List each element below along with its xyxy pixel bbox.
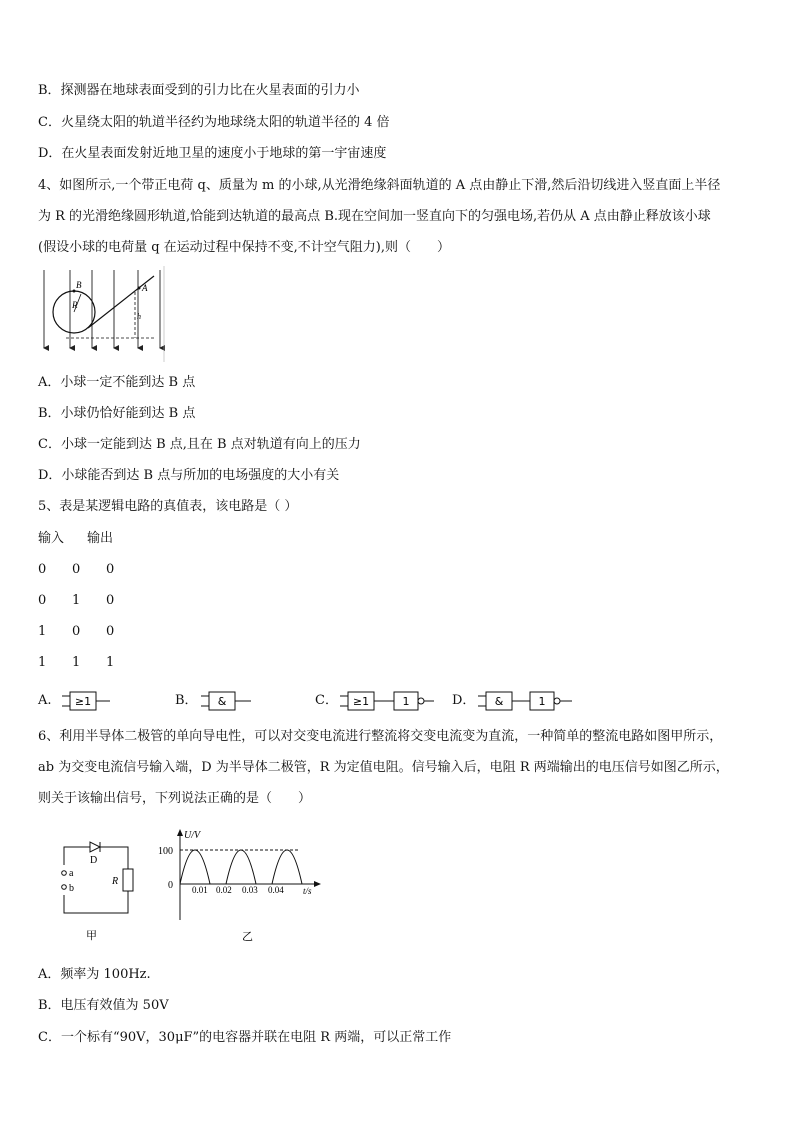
q3-option-d: D．在火星表面发射近地卫星的速度小于地球的第一宇宙速度 — [38, 146, 387, 161]
q4-fig-label-b: B — [76, 280, 82, 290]
q4-option-d: D．小球能否到达 B 点与所加的电场强度的大小有关 — [38, 468, 340, 483]
q6-option-a: A．频率为 100Hz. — [38, 967, 151, 982]
q4-stem-line1: 4、如图所示,一个带正电荷 q、质量为 m 的小球,从光滑绝缘斜面轨道的 A 点由静止下滑,然后沿切线进入竖直面上半径 — [38, 178, 721, 193]
q3-option-c: C．火星绕太阳的轨道半径约为地球绕太阳的轨道半径的 4 倍 — [38, 115, 390, 130]
q4-track-figure — [36, 266, 172, 364]
truth-table-cell: 1 — [106, 655, 115, 670]
nand-gate-icon — [478, 689, 576, 713]
svg-text:1: 1 — [538, 695, 546, 708]
q4-option-b: B．小球仍恰好能到达 B 点 — [38, 406, 196, 421]
truth-table-cell: 1 — [72, 655, 81, 670]
graph-caption: 乙 — [242, 931, 253, 943]
q5-stem: 5、表是某逻辑电路的真值表，该电路是（ ） — [38, 499, 298, 514]
graph-origin: 0 — [168, 880, 173, 891]
terminal-b-label: b — [69, 883, 74, 894]
and-gate-icon — [201, 689, 257, 713]
q6-stem-line3: 则关于该输出信号，下列说法正确的是（ ） — [38, 791, 312, 806]
q6-stem-line2: ab 为交变电流信号输入端，D 为半导体二极管，R 为定值电阻。信号输入后，电阻 R 两端输出的电压信号如图乙所示， — [38, 760, 729, 775]
truth-table-cell: 1 — [38, 655, 47, 670]
q5-option-a-letter: A. — [38, 693, 52, 708]
svg-text:≥1: ≥1 — [352, 695, 370, 708]
q6-stem-line1: 6、利用半导体二极管的单向导电性，可以对交变电流进行整流将交变电流变为直流，一种简单的整流电路如图甲所示， — [38, 729, 723, 744]
q4-option-c: C．小球一定能到达 B 点,且在 B 点对轨道有向上的压力 — [38, 437, 361, 452]
graph-x-tick: 0.01 — [192, 885, 208, 895]
q5-option-c-letter: C． — [315, 693, 338, 708]
q4-fig-label-h: h — [137, 312, 141, 321]
terminal-a-label: a — [69, 868, 74, 879]
svg-text:1: 1 — [402, 695, 410, 708]
q3-option-b: B．探测器在地球表面受到的引力比在火星表面的引力小 — [38, 83, 360, 98]
q4-fig-label-a: A — [142, 283, 148, 293]
truth-table-cell: 1 — [38, 624, 47, 639]
svg-text:&: & — [217, 695, 227, 708]
nor-gate-icon — [340, 689, 438, 713]
graph-y-label: U/V — [184, 830, 201, 841]
q4-option-a: A．小球一定不能到达 B 点 — [38, 375, 196, 390]
q5-option-d-letter: D． — [452, 693, 476, 708]
graph-x-tick: 0.04 — [268, 885, 284, 895]
circuit-caption: 甲 — [86, 930, 97, 942]
svg-text:≥1: ≥1 — [74, 695, 92, 708]
voltage-graph — [156, 826, 326, 944]
graph-x-tick: 0.03 — [242, 885, 258, 895]
truth-table-cell: 0 — [72, 562, 81, 577]
truth-table-header-input: 输入 — [38, 531, 65, 546]
or-gate-icon — [62, 689, 118, 713]
q4-stem-line3: (假设小球的电荷量 q 在运动过程中保持不变,不计空气阻力),则（ ） — [38, 240, 450, 255]
q6-option-b: B．电压有效值为 50V — [38, 998, 169, 1013]
q4-fig-label-r: R — [72, 300, 78, 310]
q4-stem-line2: 为 R 的光滑绝缘圆形轨道,恰能到达轨道的最高点 B.现在空间加一竖直向下的匀强电场,若仍从 A 点由静止释放该小球 — [38, 209, 711, 224]
q5-option-b-letter: B． — [175, 693, 198, 708]
resistor-label: R — [112, 876, 119, 887]
truth-table-cell: 0 — [38, 593, 47, 608]
graph-x-label: t/s — [303, 886, 312, 896]
truth-table-header-output: 输出 — [87, 531, 114, 546]
truth-table-cell: 1 — [72, 593, 81, 608]
graph-x-tick: 0.02 — [216, 885, 232, 895]
q6-option-c: C．一个标有“90V，30μF”的电容器并联在电阻 R 两端，可以正常工作 — [38, 1030, 452, 1045]
graph-y-tick: 100 — [158, 846, 173, 857]
svg-text:&: & — [494, 695, 504, 708]
truth-table-cell: 0 — [38, 562, 47, 577]
diode-label: D — [90, 855, 98, 866]
rectifier-circuit-diagram — [54, 835, 144, 945]
truth-table-cell: 0 — [106, 624, 115, 639]
truth-table-cell: 0 — [72, 624, 81, 639]
truth-table-cell: 0 — [106, 562, 115, 577]
truth-table-cell: 0 — [106, 593, 115, 608]
